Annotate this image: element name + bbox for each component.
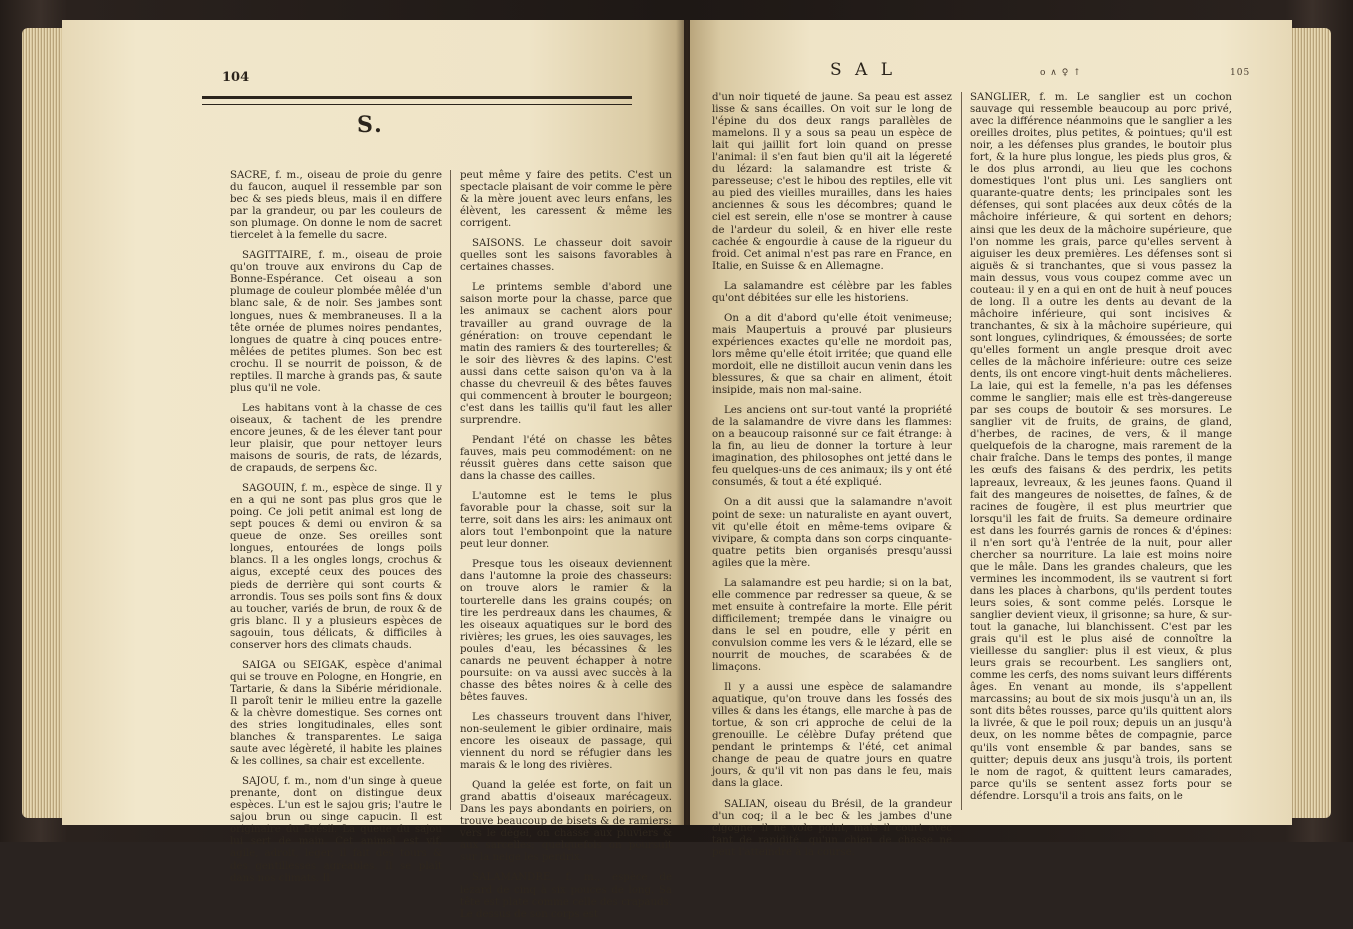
entry-saisons: SAISONS. Le chasseur doit savoir quelles sont les saisons favorables à certaines chasses. xyxy=(460,238,672,274)
running-head: S A L xyxy=(830,60,897,80)
saisons-hiver: Les chasseurs trouvent dans l'hiver, non-seulement le gibier ordinaire, mais encore les oiseaux de passage, qui viennent du nord se réfugier dans les marais & le long des rivières. xyxy=(460,711,672,772)
saisons-gelee: Quand la gelée est forte, on fait un grand abattis d'oiseaux marécageux. Dans les pays abondants en poiriers, on trouve beaucoup de bisets & de ramiers: vers le dégel, on chasse aux pluviers & aux sarcelles; quelquefois on poursuit sur la neige les perdrix. xyxy=(460,780,672,864)
salamandre-flammes: Les anciens ont sur-tout vanté la propriété de la salamandre de vivre dans les flammes: on a beaucoup raisonné sur ce fait étrange: à la fin, au lieu de donner la torture à leur imagination, des philosophes ont jetté dans le feu quelques-uns de ces animaux; ils y ont été consumés, & tout a été expliqué. xyxy=(712,405,952,489)
entry-salamandre: SALAMANDRE, f. m., espèce de lézard de cinq à six pouces de long. Sa tête est plate comme celle des crapauds. Le dessus de son corps est xyxy=(460,872,672,920)
saisons-oiseaux: Presque tous les oiseaux deviennent dans l'automne la proie des chasseurs: on trouve alors le ramier & la tourterelle dans les grains coupés; on tire les perdreaux dans les chaumes, & les oiseaux aquatiques sur le bord des rivières; les grues, les oies sauvages, les poules d'eau, les bécassines & les canards ne peuvent échapper à notre poursuite: on va aussi avec succès à la chasse des bêtes noires & à celle des bêtes fauves. xyxy=(460,559,672,703)
salamandre-venin: On a dit d'abord qu'elle étoit venimeuse; mais Maupertuis a prouvé par plusieurs expériences exactes qu'elle ne mordoit pas, lors même qu'elle étoit irritée; que quand elle mordoit, elle ne distilloit aucun venin dans les blessures, & que sa chair en aliment, étoit insipide, mais non mal-saine. xyxy=(712,312,952,397)
column-divider xyxy=(450,170,451,810)
left-column-2 xyxy=(460,170,672,929)
entry-sacre: SACRE, f. m., oiseau de proie du genre du faucon, auquel il ressemble par son bec & ses pieds bleus, mais il en differe par la grandeur, ou par les couleurs de son plumage. On donne le nom de sacret tiercelet à la femelle du sacre. xyxy=(230,170,442,242)
header-rule xyxy=(202,96,632,105)
salamandre-sexe: On a dit aussi que la salamandre n'avoit point de sexe: un naturaliste en ayant ouvert, vit qu'elle étoit en même-tems ovipare & vivipare, & compta dans son corps cinquante-quatre petits bien organisés presqu'aussi agiles que la mère. xyxy=(712,497,952,569)
entry-sagittaire: SAGITTAIRE, f. m., oiseau de proie qu'on trouve aux environs du Cap de Bonne-Espérance. Cet oiseau a son plumage de couleur plombée mêlée d'un blanc sale, & de noir. Ses jambes sont longues, nues & membraneuses. Il a la tête ornée de plumes noires pendantes, longues de quatre à cinq pouces entre-mêlées de petites plumes. Son bec est crochu. Il se nourrit de poisson, & de reptiles. Il marche à grands pas, & saute plus qu'il ne vole. xyxy=(230,250,442,394)
entry-sajou-cont: peut même y faire des petits. C'est un spectacle plaisant de voir comme le père & la mère jouent avec leurs enfans, les élèvent, les caressent & même les corrigent. xyxy=(460,170,672,230)
section-heading: S. xyxy=(357,112,384,138)
right-column-2 xyxy=(970,92,1232,811)
entry-sajou: SAJOU, f. m., nom d'un singe à queue prenante, dont on distingue deux espèces. L'un est le sajou gris; l'autre le sajou brun ou singe capucin. Il est originaire du Brésil. La queue du sajou lui sert de main. Cet animal est vif, agile, adroit, léger, il fait des tours & des gentillesses agréables. Il se plaît dans nos climats. Il xyxy=(230,776,442,884)
column-divider-right xyxy=(961,92,962,810)
page-number-right: 105 xyxy=(1230,68,1251,78)
salamandre-hardie: La salamandre est peu hardie; si on la bat, elle commence par redresser sa queue, & se met ensuite à contrefaire la morte. Elle périt difficilement; trempée dans le vinaigre ou dans le sel en poudre, elle y périt en convulsion comme les vers & le lézard, elle se nourrit de mouches, de scarabées & de limaçons. xyxy=(712,577,952,674)
entry-sagouin: SAGOUIN, f. m., espèce de singe. Il y en a qui ne sont pas plus gros que le poing. Ce joli petit animal est long de sept pouces & demi ou environ & sa queue de onze. Ses oreilles sont longues, entourées de longs poils blancs. Il a les ongles longs, crochus & aigus, excepté ceux des pouces des pieds de derrière qui sont courts & arrondis. Tous ses poils sont fins & doux au toucher, variés de brun, de roux & de gris blanc. Il y a plusieurs espèces de sagouin, tous délicats, & difficiles à conserver hors des climats chauds. xyxy=(230,483,442,651)
salamandre-aquatique: Il y a aussi une espèce de salamandre aquatique, qu'on trouve dans les fossés des villes & dans les étangs, elle marche à pas de tortue, & son cri approche de celui de la grenouille. Le célèbre Dufay prétend que pendant le printemps & l'été, cet animal change de peau de quatre jours en quatre jours, & qu'il vit non pas dans le feu, mais dans la glace. xyxy=(712,682,952,790)
right-column-1 xyxy=(712,92,952,867)
entry-sagittaire-cont: Les habitans vont à la chasse de ces oiseaux, & tachent de les prendre encore jeunes, & de les élever tant pour leur plaisir, que pour nettoyer leurs maisons de souris, de rats, de lézards, de crapauds, de serpens &c. xyxy=(230,402,442,475)
right-page xyxy=(690,20,1292,858)
entry-sanglier: SANGLIER, f. m. Le sanglier est un cochon sauvage qui ressemble beaucoup au porc privé, avec la différence néanmoins que le sanglier a les oreilles droites, plus petites, & pointues; qu'il est noir, a les défenses plus grandes, le boutoir plus fort, & la hure plus longue, les pieds plus gros, & le dos plus arrondi, au lieu que les cochons domestiques l'ont plus uni. Les sangliers ont quarante-quatre dents; les principales sont les défenses, qui sont placées aux deux côtés de la mâchoire inférieure, & qui sortent en dehors; ainsi que les deux de la mâchoire supérieure, que l'on nomme les grais, parce qu'elles servent à aiguiser les deux premières. Les défenses sont si aiguës & si tranchantes, que si vous passez la main dessus, vous vous coupez comme avec un couteau: il y en a qui en ont de huit à neuf pouces de long. Il a outre les dents au devant de la mâchoire inférieure, qui sont incisives & tranchantes, & six à la mâchoire supérieure, qui sont longues, cylindriques, & émoussées; de sorte qu'elles forment un angle presque droit avec celles de la mâchoire inférieure: outre ces seize dents, ils ont encore vingt-huit dents mâchelieres. La laie, qui est la femelle, n'a pas les défenses comme le sanglier; mais elle est très-dangereuse par ses coups de boutoir & ses morsures. Le sanglier vit de fruits, de grains, de gland, d'herbes, de racines, de vers, & il mange quelquefois de la charogne, mais rarement de la chair fraîche. Dans le temps des pontes, il mange les œufs des faisans & des perdrix, les petits lapreaux, levreaux, & les jeunes faons. Quand il fait des mangeures de noisettes, de faînes, & de racines de fougère, il est plus meurtrier que lorsqu'il les fait de fruits. Sa demeure ordinaire est dans les fourrés garnis de ronces & d'épines: il n'en sort qu'à l'entrée de la nuit, pour aller chercher sa nourriture. La laie est moins noire que le mâle. Dans les grandes chaleurs, que les vermines les incommodent, ils se vautrent si fort dans les places à charbons, qu'ils perdent toutes leurs soies, & sont comme pelés. Lorsque le sanglier devient vieux, il grisonne; sa hure, & sur-tout la ganache, lui blanchissent. C'est par les grais qu'il est le plus aisé de connoître la vieillesse du sanglier: plus il est vieux, & plus leurs grais se recourbent. Les sangliers ont, comme les cerfs, des noms suivant leurs différents âges. En venant au monde, ils s'appellent marcassins; au bout de six mois jusqu'à un an, ils sont dits bêtes rousses, parce qu'ils quittent alors la livrée, & que le poil roux; depuis un an jusqu'à deux, on les nomme bêtes de compagnie, parce qu'ils vont ensemble & par bandes, sans se quitter; depuis deux ans jusqu'à trois, ils portent le nom de ragot, & quittent leurs camarades, parce qu'ils se sentent assez forts pour se défendre. Lorsqu'il a trois ans faits, on le xyxy=(970,92,1232,802)
left-page xyxy=(62,20,684,920)
saisons-printems: Le printems semble d'abord une saison morte pour la chasse, parce que les animaux se cachent alors pour travailler au grand ouvrage de la génération: on trouve cependant le matin des ramiers & des tourterelles; & le soir des lièvres & des lapins. C'est aussi dans cette saison qu'on va à la chasse du chevreuil & des bêtes fauves qui commencent à brouter le bourgeon; c'est dans les taillis qu'il faut les aller surprendre. xyxy=(460,282,672,426)
salamandre-fables: La salamandre est célèbre par les fables qu'ont débitées sur elle les historiens. xyxy=(712,280,952,304)
page-number: 104 xyxy=(222,70,250,85)
saisons-automne: L'automne est le tems le plus favorable pour la chasse, soit sur la terre, soit dans les airs: les animaux ont alors tout l'embonpoint que la nature peut leur donner. xyxy=(460,491,672,551)
entry-saiga: SAIGA ou SEIGAK, espèce d'animal qui se trouve en Pologne, en Hongrie, en Tartarie, & dans la Sibérie méridionale. Il paroît tenir le milieu entre la gazelle & la chèvre domestique. Ses cornes ont des stries longitudinales, elles sont blanches & transparentes. Le saiga saute avec légèreté, il habite les plaines & les collines, sa chair est excellente. xyxy=(230,659,442,768)
saisons-ete: Pendant l'été on chasse les bêtes fauves, mais peu commodément: on ne réussit guères dans cette saison que dans la chasse des cailles. xyxy=(460,434,672,483)
entry-salian: SALIAN, oiseau du Brésil, de la grandeur d'un coq; il a le bec & les jambes d'une cigogne, il ne vole point, mais il court avec tant de rapidité, qu'un chien de chasse ne peut l'atteindre à la course. xyxy=(712,798,952,858)
handwritten-marks: o ∧ ♀ ↑ xyxy=(1040,68,1082,78)
left-column-1 xyxy=(230,170,442,893)
salamandre-description: d'un noir tiqueté de jaune. Sa peau est assez lisse & sans écailles. On voit sur le long de l'épine du dos deux rangs parallèles de mamelons. Il y a sous sa peau un espèce de lait qui jaillit fort loin quand on presse l'animal: il s'en faut bien qu'il ait la légereté du lézard: la salamandre est triste & paresseuse; c'est le hibou des reptiles, elle vit au pied des vieilles murailles, dans les haies anciennes & sous les décombres; quand le ciel est serein, elle n'ose se montrer à cause de l'ardeur du soleil, & en hiver elle reste cachée & engourdie à cause de la rigueur du froid. Cet animal n'est pas rare en France, en Italie, en Suisse & en Allemagne. xyxy=(712,92,952,272)
